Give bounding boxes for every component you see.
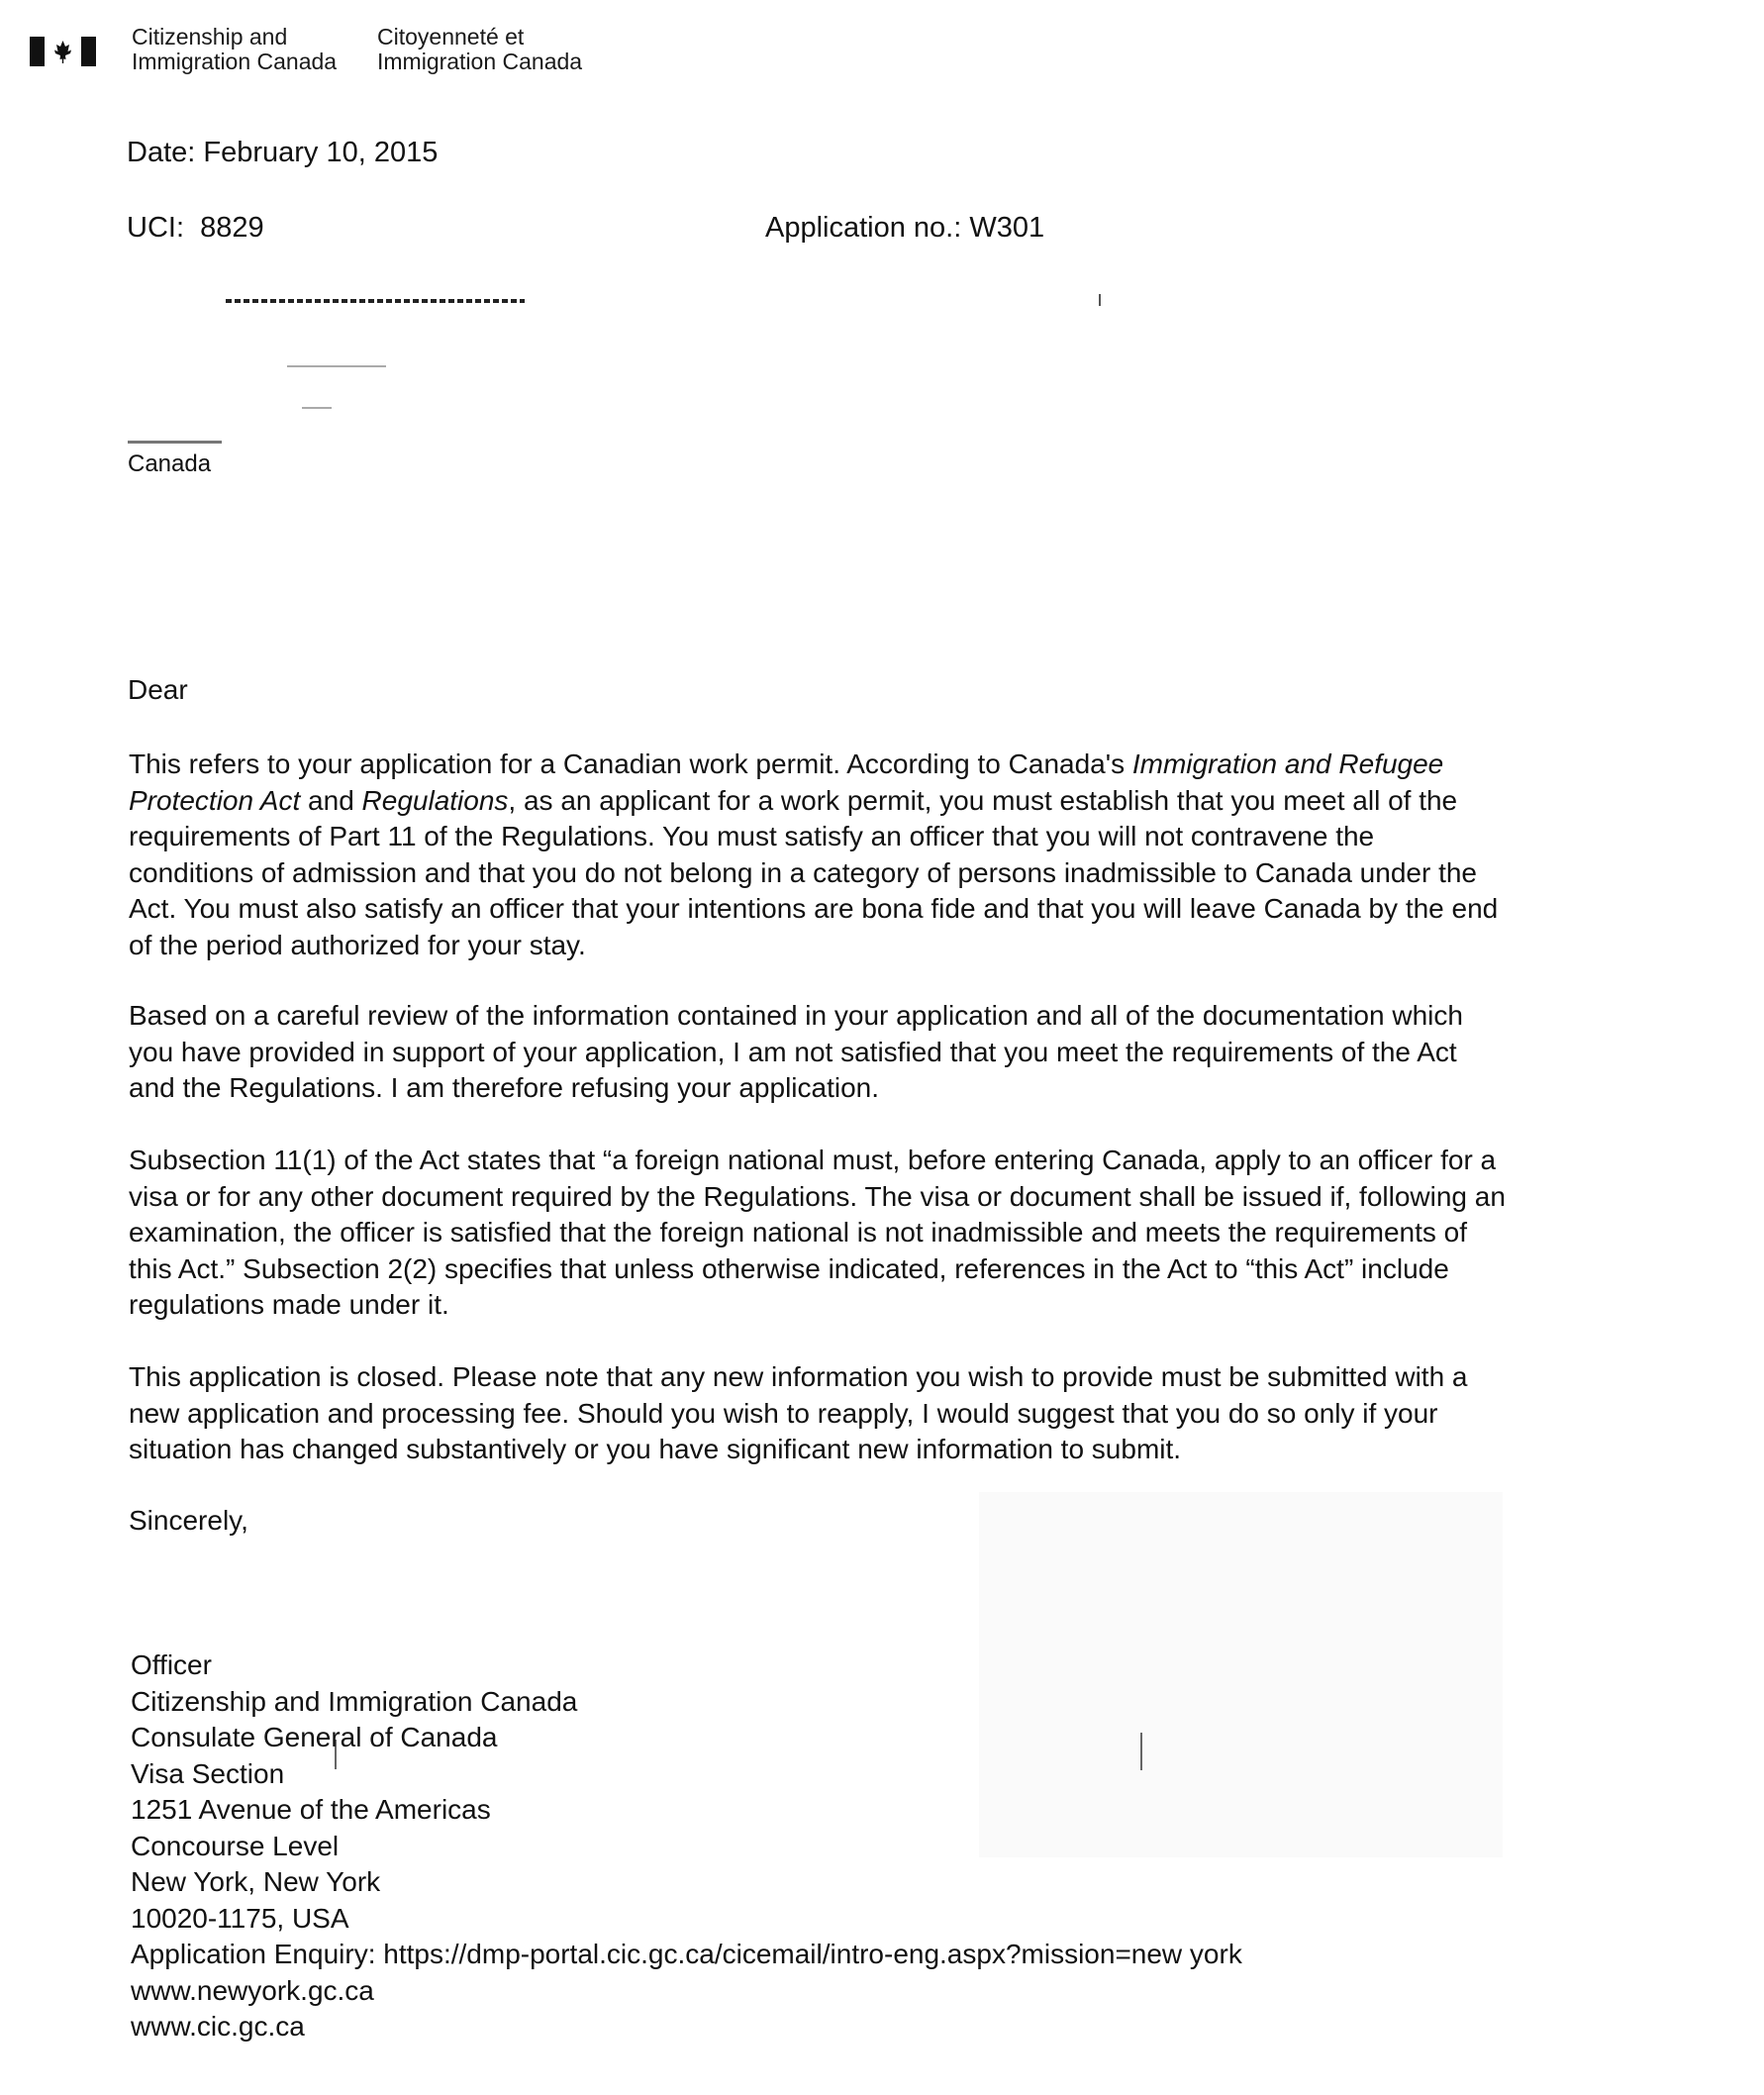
paragraph-4 [129, 1359, 1468, 1468]
paragraph-line: regulations made under it. [129, 1289, 449, 1320]
paragraph-line: this Act.” Subsection 2(2) specifies that unless otherwise indicated, references in the Act to “this Act” include [129, 1252, 1449, 1284]
application-enquiry-link[interactable]: Application Enquiry: https://dmp-portal.cic.gc.ca/cicemail/intro-eng.aspx?mission=new york [131, 1939, 1242, 1969]
paragraph-line: examination, the officer is satisfied that the foreign national is not inadmissible and meets the requirements of [129, 1217, 1468, 1247]
paragraph-2 [129, 998, 1463, 1107]
paragraph-line: and the Regulations. I am therefore refusing your application. [129, 1072, 880, 1103]
paragraph-line: new application and processing fee. Should you wish to reapply, I would suggest that you do so only if your [129, 1397, 1438, 1429]
signature-block [131, 1647, 1242, 2045]
application-number-value: W301 [969, 212, 1045, 244]
paragraph-line: This application is closed. Please note that any new information you wish to provide must be submitted with a [129, 1361, 1468, 1392]
paragraph-line: situation has changed substantively or you have significant new information to submit. [129, 1434, 1182, 1464]
english-line-2: Immigration Canada [132, 49, 338, 74]
address-level: Concourse Level [131, 1830, 340, 1861]
paragraph-line: Act. You must also satisfy an officer that your intentions are bona fide and that you will leave Canada by the end [129, 893, 1499, 924]
salutation: Dear [128, 674, 188, 705]
paragraph-line: requirements of Part 11 of the Regulations. You must satisfy an officer that you will not contravene the [129, 821, 1375, 851]
uci-line [127, 212, 264, 245]
paragraph-line: visa or for any other document required by the Regulations. The visa or document shall be issued if, following an [129, 1180, 1506, 1212]
department-name-french [377, 25, 582, 74]
french-line-1: Citoyenneté et [377, 24, 525, 50]
officer-title: Officer [131, 1649, 212, 1680]
mark-remnant [1099, 294, 1101, 306]
department-name-english [132, 25, 337, 74]
application-number-label: Application no.: [765, 212, 962, 244]
canada-flag-icon [30, 37, 96, 66]
paragraph-3 [129, 1143, 1506, 1324]
department: Citizenship and Immigration Canada [131, 1685, 578, 1717]
uci-label: UCI: [127, 212, 184, 244]
date-line [127, 137, 438, 169]
text-remnant [128, 441, 222, 444]
text-remnant [287, 365, 386, 367]
application-number-line [765, 212, 1044, 245]
paragraph-1 [129, 747, 1498, 963]
date-value: February 10, 2015 [203, 137, 439, 168]
barcode-remnant [226, 299, 525, 303]
city: New York, New York [131, 1866, 381, 1897]
paragraph-line: you have provided in support of your application, I am not satisfied that you meet the requirements of the Act [129, 1036, 1457, 1067]
postal-code: 10020-1175, USA [131, 1902, 349, 1934]
section: Visa Section [131, 1757, 285, 1789]
english-line-1: Citizenship and [132, 24, 288, 50]
date-label: Date: [127, 137, 196, 168]
consulate-website-link[interactable]: www.newyork.gc.ca [131, 1974, 374, 2006]
french-line-2: Immigration Canada [377, 49, 583, 74]
paragraph-line: of the period authorized for your stay. [129, 929, 586, 960]
text-remnant [302, 407, 332, 409]
uci-value: 8829 [200, 212, 264, 244]
closing: Sincerely, [129, 1505, 248, 1536]
paragraph-line: Subsection 11(1) of the Act states that “a foreign national must, before entering Canada, apply to an officer for a [129, 1145, 1497, 1175]
paragraph-line: Based on a careful review of the information contained in your application and all of the documentation which [129, 1000, 1463, 1031]
paragraph-line: conditions of admission and that you do not belong in a category of persons inadmissible to Canada under the [129, 856, 1477, 888]
paragraph-line: This refers to your application for a Canadian work permit. According to Canada's Immigration and Refugee [129, 748, 1444, 779]
paragraph-line: Protection Act and Regulations, as an applicant for a work permit, you must establish that you meet all of the [129, 784, 1458, 816]
address-country: Canada [128, 450, 212, 477]
consulate: Consulate General of Canada [131, 1722, 498, 1752]
cic-website-link[interactable]: www.cic.gc.ca [131, 2011, 305, 2042]
street-address: 1251 Avenue of the Americas [131, 1794, 491, 1825]
